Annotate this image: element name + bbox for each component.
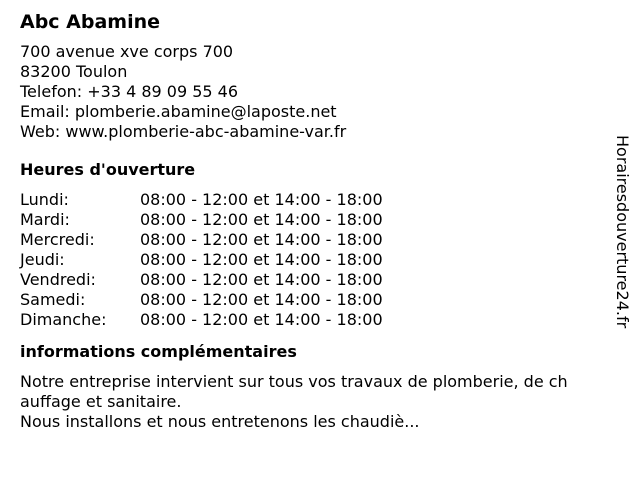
day-label: Mardi: [20, 210, 70, 229]
business-card [20, 10, 620, 432]
day-hours: 08:00 - 12:00 et 14:00 - 18:00 [140, 210, 383, 229]
info-text-line: Nous installons et nous entretenons les chaudiè... [20, 412, 420, 431]
website-address: Web: www.plomberie-abc-abamine-var.fr [20, 122, 347, 141]
additional-info-text [20, 372, 620, 432]
day-hours: 08:00 - 12:00 et 14:00 - 18:00 [140, 250, 383, 269]
site-watermark: Horairesdouverture24.fr [613, 135, 632, 329]
day-label: Mercredi: [20, 230, 95, 249]
address-block [20, 42, 620, 142]
business-name: Abc Abamine [20, 11, 161, 33]
opening-hours-table [20, 190, 383, 330]
day-label: Lundi: [20, 190, 69, 209]
info-text-line: auffage et sanitaire. [20, 392, 182, 411]
day-label: Dimanche: [20, 310, 107, 329]
email-address: Email: plomberie.abamine@laposte.net [20, 102, 337, 121]
hours-row-saturday [20, 290, 383, 310]
hours-row-thursday [20, 250, 383, 270]
hours-row-sunday [20, 310, 383, 330]
info-text-line: Notre entreprise intervient sur tous vos travaux de plomberie, de ch [20, 372, 568, 391]
day-label: Jeudi: [20, 250, 65, 269]
additional-info-heading: informations complémentaires [20, 342, 297, 361]
hours-row-monday [20, 190, 383, 210]
day-label: Samedi: [20, 290, 86, 309]
hours-row-tuesday [20, 210, 383, 230]
postal-city: 83200 Toulon [20, 62, 128, 81]
day-hours: 08:00 - 12:00 et 14:00 - 18:00 [140, 190, 383, 209]
day-hours: 08:00 - 12:00 et 14:00 - 18:00 [140, 230, 383, 249]
street-address: 700 avenue xve corps 700 [20, 42, 234, 61]
day-label: Vendredi: [20, 270, 96, 289]
day-hours: 08:00 - 12:00 et 14:00 - 18:00 [140, 270, 383, 289]
hours-row-friday [20, 270, 383, 290]
phone-number: Telefon: +33 4 89 09 55 46 [20, 82, 239, 101]
day-hours: 08:00 - 12:00 et 14:00 - 18:00 [140, 290, 383, 309]
day-hours: 08:00 - 12:00 et 14:00 - 18:00 [140, 310, 383, 329]
opening-hours-heading: Heures d'ouverture [20, 160, 196, 179]
hours-row-wednesday [20, 230, 383, 250]
